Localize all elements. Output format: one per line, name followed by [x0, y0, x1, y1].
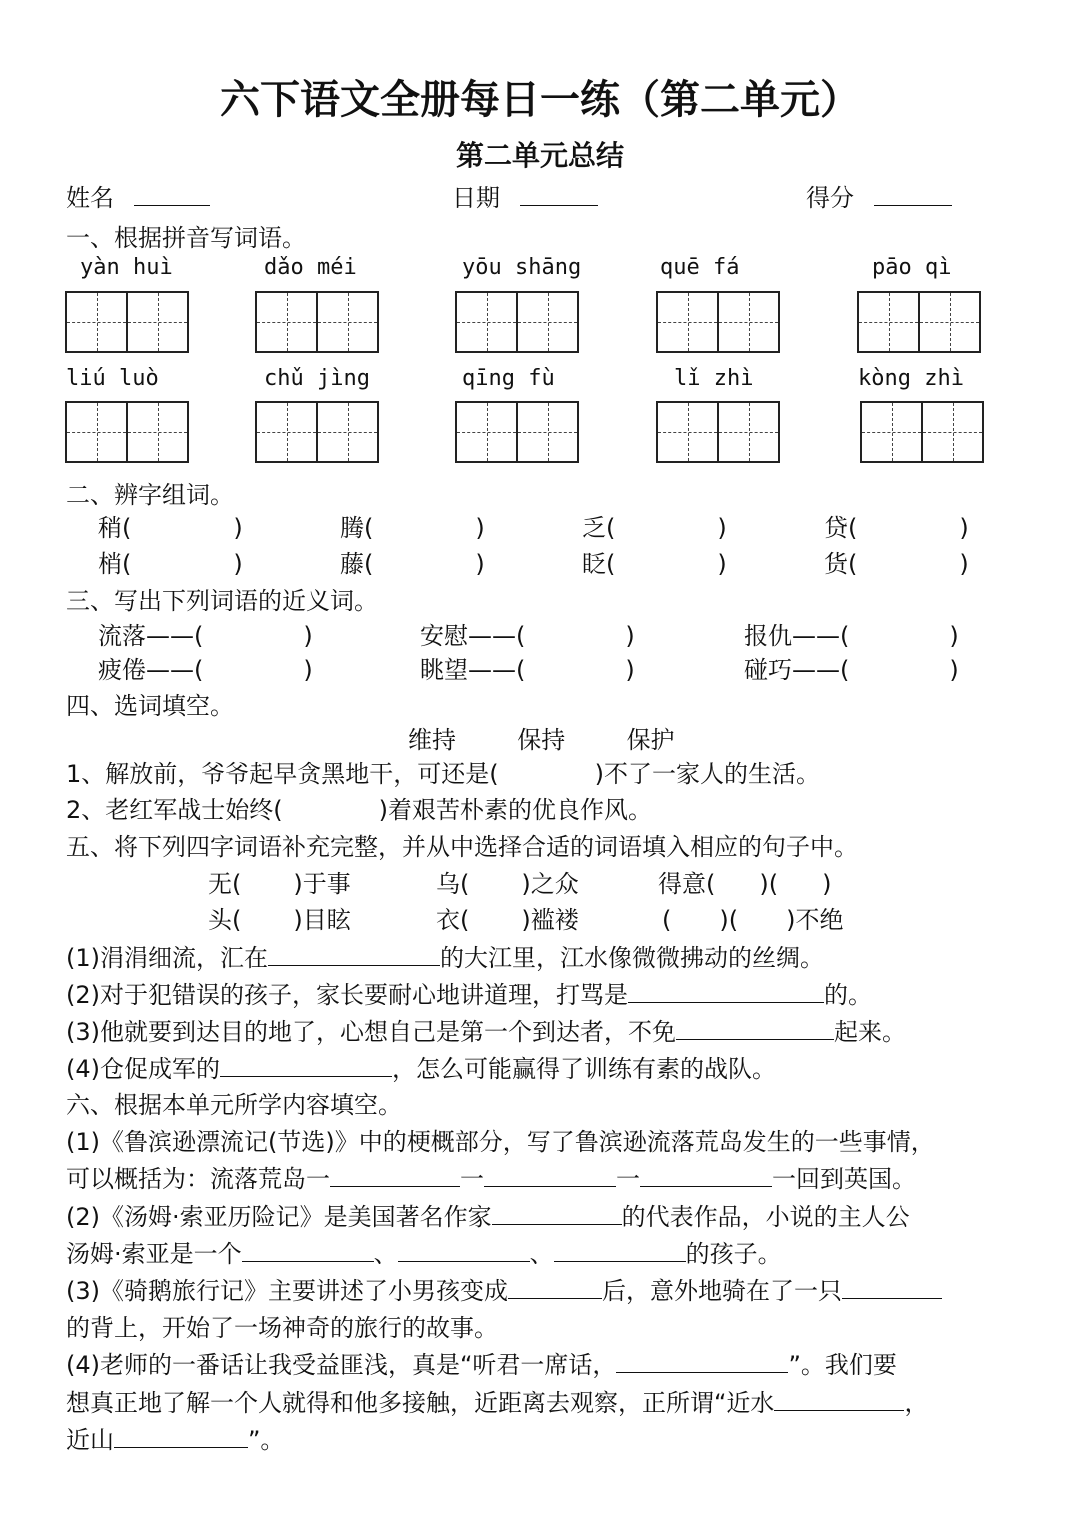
page-subtitle: 第二单元总结: [455, 139, 624, 172]
synonym-item[interactable]: 疲倦——( ): [98, 656, 313, 684]
s6-q4-line-3[interactable]: 近山 ”。: [66, 1426, 285, 1454]
section-6-heading: 六、根据本单元所学内容填空。: [66, 1091, 402, 1119]
synonym-item[interactable]: 报仇——( ): [744, 622, 959, 650]
s5-question-1[interactable]: (1)涓涓细流，汇在 的大江里，江水像微微拂动的丝绸。: [66, 944, 824, 972]
char: 稍: [98, 514, 122, 542]
answer-blank[interactable]: [842, 1276, 942, 1299]
section-5-heading: 五、将下列四字词语补充完整，并从中选择合适的词语填入相应的句子中。: [66, 833, 858, 861]
word: 碰巧——: [744, 656, 840, 684]
writing-grid[interactable]: [65, 401, 189, 463]
idiom-item[interactable]: 衣( )褴褛: [436, 906, 579, 934]
idiom-item[interactable]: ( )( )不绝: [662, 906, 844, 934]
pinyin-7: chǔ jìng: [264, 366, 370, 391]
word-item[interactable]: 乏( ): [582, 514, 727, 542]
answer-blank[interactable]: [628, 980, 824, 1003]
writing-grid[interactable]: [255, 401, 379, 463]
pinyin-2: dǎo méi: [264, 255, 357, 280]
s6-q1-line-2[interactable]: 可以概括为：流落荒岛一 一 一 一回到英国。: [66, 1165, 916, 1193]
synonym-item[interactable]: 碰巧——( ): [744, 656, 959, 684]
writing-grid[interactable]: [455, 401, 579, 463]
s5-question-2[interactable]: (2)对于犯错误的孩子，家长要耐心地讲道理，打骂是 的。: [66, 981, 872, 1009]
char: 眨: [582, 550, 606, 578]
answer-blank[interactable]: [554, 1239, 686, 1262]
writing-grid[interactable]: [656, 291, 780, 353]
writing-grid[interactable]: [857, 291, 981, 353]
char: 乏: [582, 514, 606, 542]
answer-blank[interactable]: [774, 1388, 904, 1411]
answer-blank[interactable]: [616, 1350, 788, 1373]
date-blank[interactable]: [520, 183, 598, 206]
char: 货: [824, 550, 848, 578]
synonym-item[interactable]: 安慰——( ): [420, 622, 635, 650]
idiom-item[interactable]: 乌( )之众: [436, 870, 579, 898]
s6-q2-line-2[interactable]: 汤姆·索亚是一个 、 、 的孩子。: [66, 1240, 782, 1268]
writing-grid[interactable]: [860, 401, 984, 463]
pinyin-8: qīng fù: [462, 366, 555, 391]
word-item[interactable]: 眨( ): [582, 550, 727, 578]
word: 疲倦——: [98, 656, 194, 684]
synonym-item[interactable]: 流落——( ): [98, 622, 313, 650]
word: 安慰——: [420, 622, 516, 650]
word-options: [408, 724, 675, 756]
word-item[interactable]: 稍( ): [98, 514, 243, 542]
word: 眺望——: [420, 656, 516, 684]
pinyin-9: lǐ zhì: [674, 366, 754, 391]
pinyin-4: quē fá: [660, 255, 740, 280]
answer-blank[interactable]: [268, 943, 440, 966]
date-label: 日期: [452, 184, 500, 212]
idiom-item[interactable]: 无( )于事: [208, 870, 351, 898]
s5-question-3[interactable]: (3)他就要到达目的地了，心想自己是第一个到达者，不免 起来。: [66, 1018, 906, 1046]
char: 藤: [340, 550, 364, 578]
char: 腾: [340, 514, 364, 542]
synonym-item[interactable]: 眺望——( ): [420, 656, 635, 684]
s5-question-4[interactable]: (4)仓促成军的 ，怎么可能赢得了训练有素的战队。: [66, 1055, 776, 1083]
writing-grid[interactable]: [656, 401, 780, 463]
s4-question-2[interactable]: 2、老红军战士始终( )着艰苦朴素的优良作风。: [66, 796, 653, 824]
s6-q2-line-1[interactable]: (2)《汤姆·索亚历险记》是美国著名作家 的代表作品，小说的主人公: [66, 1203, 910, 1231]
char: 梢: [98, 550, 122, 578]
writing-grid[interactable]: [455, 291, 579, 353]
option-word: 维持: [408, 726, 456, 754]
s6-q4-line-1[interactable]: (4)老师的一番话让我受益匪浅，真是“听君一席话， ”。我们要: [66, 1351, 897, 1379]
word-item[interactable]: 贷( ): [824, 514, 969, 542]
answer-blank[interactable]: [330, 1164, 460, 1187]
score-field[interactable]: [806, 182, 952, 214]
pinyin-5: pāo qì: [872, 255, 952, 280]
answer-blank[interactable]: [676, 1017, 834, 1040]
pinyin-1: yàn huì: [80, 255, 173, 280]
word-item[interactable]: 藤( ): [340, 550, 485, 578]
word-item[interactable]: 腾( ): [340, 514, 485, 542]
word-item[interactable]: 货( ): [824, 550, 969, 578]
name-field[interactable]: [66, 182, 210, 214]
section-4-heading: 四、选词填空。: [66, 692, 234, 720]
char: 贷: [824, 514, 848, 542]
word: 报仇——: [744, 622, 840, 650]
idiom-item[interactable]: 得意( )( ): [658, 870, 832, 898]
section-1-heading: 一、根据拼音写词语。: [66, 224, 306, 252]
s6-q3-line-2: 的背上，开始了一场神奇的旅行的故事。: [66, 1314, 498, 1342]
date-field[interactable]: [452, 182, 598, 214]
pinyin-10: kòng zhì: [858, 366, 964, 391]
answer-blank[interactable]: [492, 1202, 622, 1225]
answer-blank[interactable]: [484, 1164, 616, 1187]
page-title: 六下语文全册每日一练（第二单元）: [220, 77, 860, 123]
s4-question-1[interactable]: 1、解放前，爷爷起早贪黑地干，可还是( )不了一家人的生活。: [66, 760, 821, 788]
section-3-heading: 三、写出下列词语的近义词。: [66, 587, 378, 615]
name-blank[interactable]: [134, 183, 210, 206]
score-blank[interactable]: [874, 183, 952, 206]
option-word: 保持: [517, 726, 566, 754]
idiom-item[interactable]: 头( )目眩: [208, 906, 351, 934]
pinyin-6: liú luò: [66, 366, 159, 391]
section-2-heading: 二、辨字组词。: [66, 481, 234, 509]
answer-blank[interactable]: [508, 1276, 602, 1299]
s6-q4-line-2[interactable]: 想真正地了解一个人就得和他多接触，近距离去观察，正所谓“近水 ，: [66, 1389, 929, 1417]
s6-q1-line-1: (1)《鲁滨逊漂流记(节选)》中的梗概部分，写了鲁滨逊流落荒岛发生的一些事情，: [66, 1128, 935, 1156]
answer-blank[interactable]: [220, 1054, 392, 1077]
writing-grid[interactable]: [65, 291, 189, 353]
writing-grid[interactable]: [255, 291, 379, 353]
score-label: 得分: [806, 184, 854, 212]
pinyin-3: yōu shāng: [462, 255, 582, 280]
answer-blank[interactable]: [398, 1239, 530, 1262]
word: 流落——: [98, 622, 194, 650]
answer-blank[interactable]: [114, 1425, 248, 1448]
answer-blank[interactable]: [242, 1239, 374, 1262]
option-word: 保护: [626, 726, 675, 754]
name-label: 姓名: [66, 184, 114, 212]
s6-q3-line-1[interactable]: (3)《骑鹅旅行记》主要讲述了小男孩变成 后，意外地骑在了一只: [66, 1275, 942, 1307]
answer-blank[interactable]: [640, 1164, 772, 1187]
word-item[interactable]: 梢( ): [98, 550, 243, 578]
